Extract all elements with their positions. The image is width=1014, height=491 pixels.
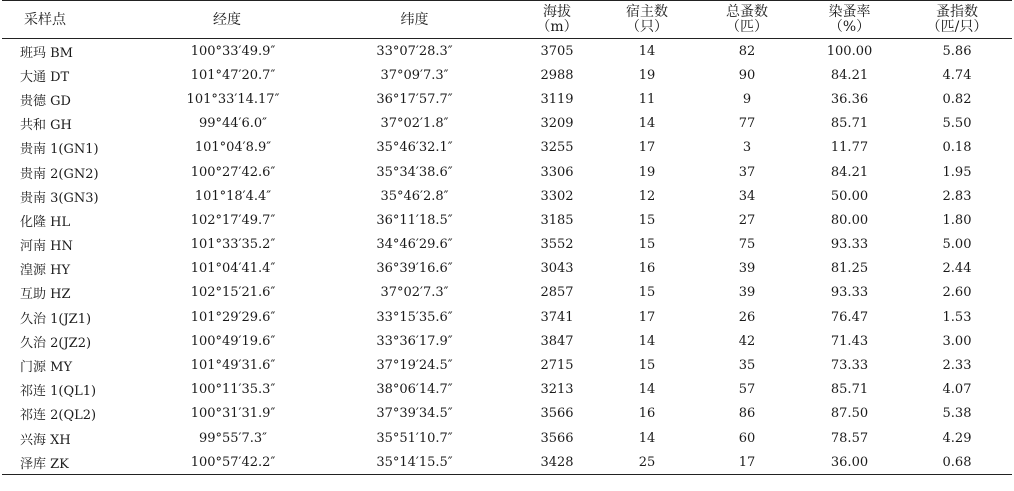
header-altitude — [517, 1, 597, 39]
longitude-cell: 100°27′42.6″ — [190, 164, 276, 180]
total-fleas-cell: 3 — [742, 140, 752, 156]
host-count-cell: 17 — [638, 309, 656, 325]
site-cell: 贵南 1(GN1) — [20, 142, 99, 158]
site-cell: 兴海 XH — [20, 432, 71, 448]
header-index-unit: （匹/只） — [926, 19, 988, 35]
site-cell: 久治 1(JZ1) — [20, 311, 92, 327]
site-cell: 久治 2(JZ2) — [20, 335, 92, 351]
flea-index-cell: 4.74 — [942, 67, 972, 83]
latitude-cell: 35°46′2.8″ — [380, 188, 449, 204]
table-row — [2, 112, 1012, 136]
table-row — [2, 281, 1012, 305]
longitude-cell: 101°29′29.6″ — [190, 309, 276, 325]
flea-index-cell: 5.86 — [942, 43, 972, 59]
total-fleas-cell: 34 — [738, 188, 756, 204]
total-fleas-cell: 17 — [738, 454, 756, 470]
table-row — [2, 305, 1012, 329]
site-cell: 大通 DT — [20, 69, 70, 85]
host-count-cell: 25 — [638, 454, 656, 470]
header-host-unit: （只） — [626, 19, 668, 35]
longitude-cell: 99°44′6.0″ — [198, 116, 268, 132]
altitude-cell: 3209 — [540, 116, 574, 132]
flea-index-cell: 0.18 — [942, 140, 972, 156]
flea-index-cell: 2.60 — [942, 285, 972, 301]
flea-index-cell: 5.38 — [942, 406, 972, 422]
total-fleas-cell: 37 — [738, 164, 756, 180]
total-fleas-cell: 26 — [738, 309, 756, 325]
table-row — [2, 87, 1012, 111]
altitude-cell: 3552 — [540, 237, 574, 253]
site-cell: 贵南 3(GN3) — [20, 190, 99, 206]
table-row — [2, 353, 1012, 377]
latitude-cell: 37°39′34.5″ — [376, 406, 453, 422]
table-row — [2, 233, 1012, 257]
site-cell: 班玛 BM — [20, 45, 73, 61]
host-count-cell: 14 — [638, 43, 656, 59]
table-row — [2, 63, 1012, 87]
longitude-cell: 101°18′4.4″ — [194, 188, 272, 204]
flea-index-cell: 0.82 — [942, 91, 972, 107]
infestation-rate-cell: 85.71 — [830, 382, 869, 398]
latitude-cell: 35°14′15.5″ — [376, 454, 453, 470]
host-count-cell: 11 — [638, 91, 656, 107]
infestation-rate-cell: 71.43 — [830, 333, 869, 349]
host-count-cell: 17 — [638, 140, 656, 156]
total-fleas-cell: 57 — [738, 382, 756, 398]
header-total-unit: （匹） — [726, 19, 768, 35]
infestation-rate-cell: 81.25 — [830, 261, 869, 277]
total-fleas-cell: 86 — [738, 406, 756, 422]
site-cell: 互助 HZ — [20, 287, 71, 303]
latitude-cell: 33°36′17.9″ — [376, 333, 453, 349]
infestation-rate-cell: 11.77 — [830, 140, 869, 156]
header-total-label: 总蚤数 — [726, 4, 768, 20]
longitude-cell: 99°55′7.3″ — [198, 430, 268, 446]
longitude-cell: 100°33′49.9″ — [190, 43, 276, 59]
infestation-rate-cell: 87.50 — [830, 406, 869, 422]
altitude-cell: 3043 — [540, 261, 574, 277]
altitude-cell: 3566 — [540, 430, 574, 446]
latitude-cell: 36°11′18.5″ — [376, 212, 453, 228]
header-infestation-rate — [797, 1, 902, 39]
host-count-cell: 15 — [638, 358, 656, 374]
flea-index-cell: 4.29 — [942, 430, 972, 446]
table-row — [2, 378, 1012, 402]
altitude-cell: 3306 — [540, 164, 574, 180]
altitude-cell: 3741 — [540, 309, 574, 325]
site-cell: 化隆 HL — [20, 214, 71, 230]
longitude-cell: 102°17′49.7″ — [190, 212, 276, 228]
latitude-cell: 35°51′10.7″ — [376, 430, 453, 446]
table-row — [2, 160, 1012, 184]
latitude-cell: 35°46′32.1″ — [376, 140, 453, 156]
flea-index-cell: 1.95 — [942, 164, 972, 180]
header-host-label: 宿主数 — [626, 4, 668, 20]
altitude-cell: 3185 — [540, 212, 574, 228]
longitude-cell: 101°47′20.7″ — [190, 67, 276, 83]
table-row — [2, 184, 1012, 208]
latitude-cell: 37°09′7.3″ — [380, 67, 449, 83]
infestation-rate-cell: 36.36 — [830, 91, 869, 107]
header-latitude: 纬度 — [400, 11, 429, 28]
header-longitude: 经度 — [213, 11, 241, 28]
altitude-cell: 3566 — [540, 406, 574, 422]
altitude-cell: 2988 — [540, 67, 574, 83]
infestation-rate-cell: 100.00 — [826, 43, 873, 59]
flea-index-cell: 5.50 — [942, 116, 972, 132]
table-header — [2, 1, 1012, 39]
flea-index-cell: 4.07 — [942, 382, 972, 398]
table-row — [2, 402, 1012, 426]
site-cell: 共和 GH — [20, 118, 72, 134]
flea-index-cell: 1.53 — [942, 309, 972, 325]
table-row — [2, 426, 1012, 450]
altitude-cell: 2857 — [540, 285, 574, 301]
latitude-cell: 37°02′7.3″ — [380, 285, 449, 301]
host-count-cell: 19 — [638, 164, 656, 180]
host-count-cell: 16 — [638, 261, 656, 277]
table-row — [2, 39, 1012, 64]
host-count-cell: 15 — [638, 212, 656, 228]
total-fleas-cell: 77 — [738, 116, 756, 132]
longitude-cell: 100°57′42.2″ — [190, 454, 276, 470]
site-cell: 泽库 ZK — [20, 456, 69, 472]
total-fleas-cell: 27 — [738, 212, 756, 228]
latitude-cell: 33°15′35.6″ — [376, 309, 453, 325]
total-fleas-cell: 75 — [738, 237, 756, 253]
total-fleas-cell: 9 — [742, 91, 752, 107]
infestation-rate-cell: 50.00 — [830, 188, 869, 204]
host-count-cell: 16 — [638, 406, 656, 422]
table-row — [2, 257, 1012, 281]
infestation-rate-cell: 80.00 — [830, 212, 869, 228]
table-body — [2, 39, 1012, 475]
longitude-cell: 101°33′14.17″ — [186, 91, 280, 107]
infestation-rate-cell: 73.33 — [830, 358, 869, 374]
total-fleas-cell: 82 — [738, 43, 756, 59]
flea-index-cell: 3.00 — [942, 333, 972, 349]
flea-index-cell: 2.44 — [942, 261, 972, 277]
header-total-fleas — [697, 1, 797, 39]
total-fleas-cell: 39 — [738, 285, 756, 301]
site-cell: 湟源 HY — [20, 263, 71, 279]
longitude-cell: 100°49′19.6″ — [190, 333, 276, 349]
infestation-rate-cell: 93.33 — [830, 285, 869, 301]
latitude-cell: 33°07′28.3″ — [376, 43, 453, 59]
table-row — [2, 136, 1012, 160]
total-fleas-cell: 42 — [738, 333, 756, 349]
longitude-cell: 101°04′8.9″ — [194, 140, 272, 156]
altitude-cell: 3428 — [540, 454, 574, 470]
infestation-rate-cell: 85.71 — [830, 116, 869, 132]
total-fleas-cell: 35 — [738, 358, 756, 374]
header-rate-label: 染蚤率 — [828, 4, 871, 20]
flea-index-cell: 2.83 — [942, 188, 972, 204]
host-count-cell: 19 — [638, 67, 656, 83]
header-rate-unit: （%） — [828, 19, 871, 35]
longitude-cell: 100°31′31.9″ — [190, 406, 276, 422]
site-cell: 祁连 2(QL2) — [20, 408, 97, 424]
host-count-cell: 15 — [638, 237, 656, 253]
latitude-cell: 36°17′57.7″ — [376, 91, 453, 107]
table-row — [2, 208, 1012, 232]
latitude-cell: 34°46′29.6″ — [376, 237, 453, 253]
site-cell: 贵南 2(GN2) — [20, 166, 99, 182]
altitude-cell: 3302 — [540, 188, 574, 204]
infestation-rate-cell: 78.57 — [830, 430, 869, 446]
total-fleas-cell: 60 — [738, 430, 756, 446]
host-count-cell: 14 — [638, 382, 656, 398]
altitude-cell: 3847 — [540, 333, 574, 349]
latitude-cell: 35°34′38.6″ — [376, 164, 453, 180]
infestation-rate-cell: 84.21 — [830, 67, 869, 83]
altitude-cell: 3119 — [540, 91, 574, 107]
latitude-cell: 37°19′24.5″ — [376, 358, 453, 374]
header-row — [2, 1, 1012, 39]
header-flea-index — [902, 1, 1012, 39]
longitude-cell: 101°04′41.4″ — [190, 261, 276, 277]
longitude-cell: 102°15′21.6″ — [190, 285, 276, 301]
header-site: 采样点 — [24, 11, 66, 28]
host-count-cell: 14 — [638, 116, 656, 132]
host-count-cell: 15 — [638, 285, 656, 301]
altitude-cell: 3213 — [540, 382, 574, 398]
host-count-cell: 14 — [638, 333, 656, 349]
longitude-cell: 100°11′35.3″ — [190, 382, 276, 398]
table-row — [2, 329, 1012, 353]
header-altitude-label: 海拔 — [543, 4, 571, 20]
host-count-cell: 12 — [638, 188, 656, 204]
latitude-cell: 37°02′1.8″ — [380, 116, 449, 132]
site-cell: 祁连 1(QL1) — [20, 384, 97, 400]
site-cell: 贵德 GD — [20, 93, 71, 109]
header-altitude-unit: （m） — [536, 19, 578, 35]
infestation-rate-cell: 76.47 — [830, 309, 869, 325]
longitude-cell: 101°49′31.6″ — [190, 358, 276, 374]
site-cell: 门源 MY — [20, 360, 73, 376]
altitude-cell: 2715 — [540, 358, 574, 374]
flea-index-cell: 0.68 — [942, 454, 972, 470]
total-fleas-cell: 90 — [738, 67, 756, 83]
total-fleas-cell: 39 — [738, 261, 756, 277]
flea-index-cell: 5.00 — [942, 237, 972, 253]
flea-index-cell: 1.80 — [942, 212, 972, 228]
infestation-rate-cell: 93.33 — [830, 237, 869, 253]
host-count-cell: 14 — [638, 430, 656, 446]
altitude-cell: 3255 — [540, 140, 574, 156]
latitude-cell: 38°06′14.7″ — [376, 382, 453, 398]
flea-index-cell: 2.33 — [942, 358, 972, 374]
longitude-cell: 101°33′35.2″ — [190, 237, 276, 253]
infestation-rate-cell: 84.21 — [830, 164, 869, 180]
flea-sampling-table — [2, 0, 1012, 475]
site-cell: 河南 HN — [20, 239, 73, 255]
table-row — [2, 450, 1012, 475]
header-host-count — [597, 1, 697, 39]
infestation-rate-cell: 36.00 — [830, 454, 869, 470]
header-index-label: 蚤指数 — [936, 4, 978, 20]
latitude-cell: 36°39′16.6″ — [376, 261, 453, 277]
altitude-cell: 3705 — [540, 43, 574, 59]
